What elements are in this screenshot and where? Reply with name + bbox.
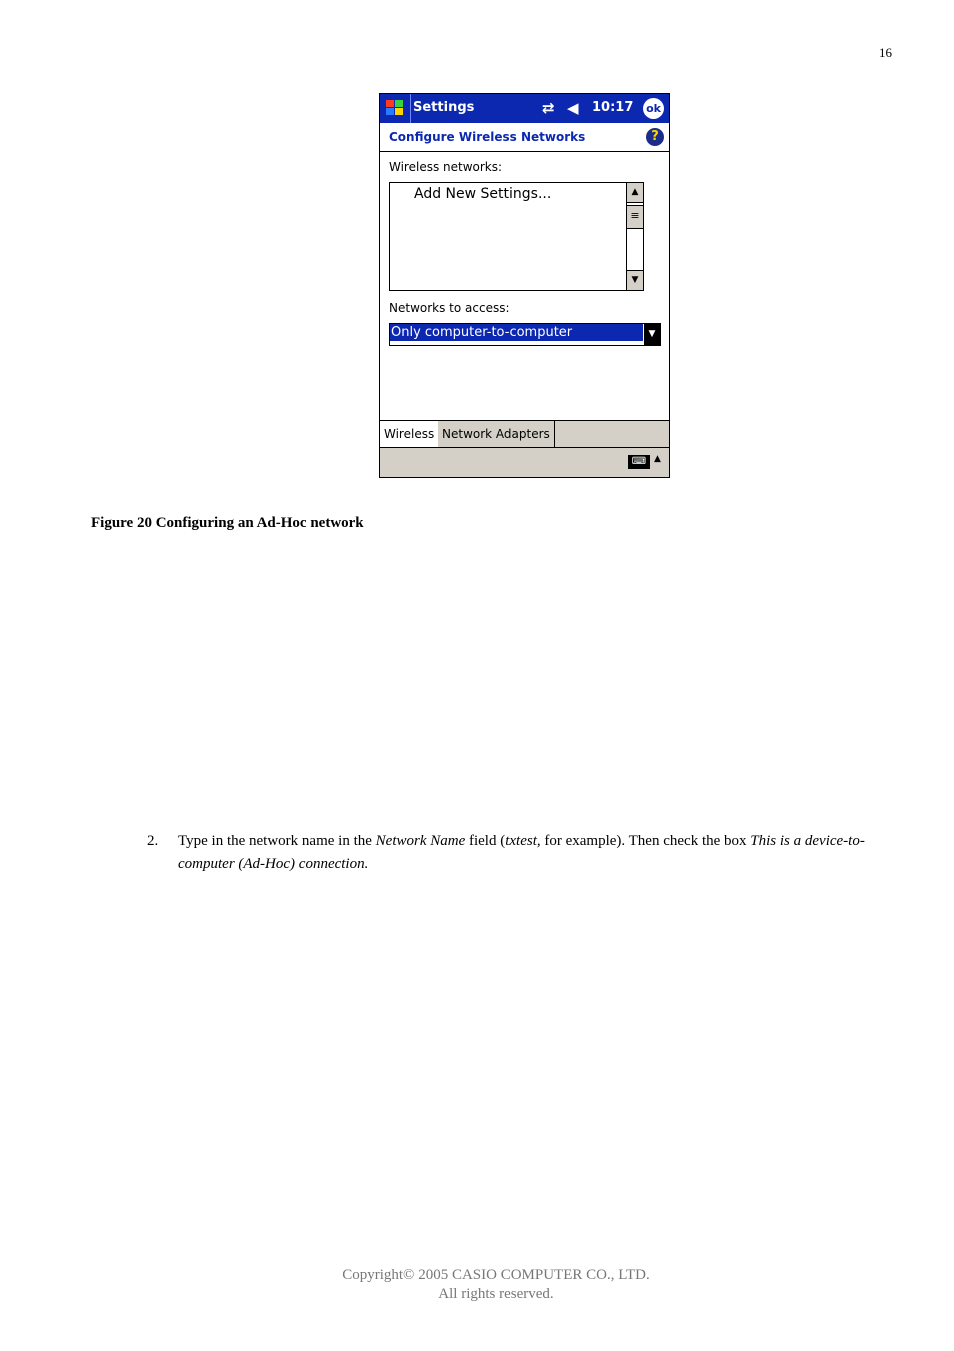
tab-bar <box>380 420 669 448</box>
volume-icon[interactable]: ◀ <box>567 99 579 117</box>
rights-line: All rights reserved. <box>438 1286 554 1302</box>
networks-to-access-label: Networks to access: <box>389 301 510 315</box>
page-number: 16 <box>879 45 892 60</box>
list-item[interactable]: Add New Settings... <box>414 186 552 202</box>
figure-caption: Figure 20 Configuring an Ad-Hoc network <box>91 515 364 531</box>
tab-network-adapters[interactable]: Network Adapters <box>438 421 555 447</box>
step-text-part: for example). Then check the box <box>540 833 751 849</box>
networks-to-access-select[interactable] <box>389 323 661 346</box>
copyright-line: Copyright© 2005 CASIO COMPUTER CO., LTD. <box>342 1267 650 1283</box>
step-number: 2. <box>147 833 159 849</box>
sip-up-arrow-icon[interactable]: ▲ <box>654 454 661 464</box>
pda-screenshot <box>379 93 670 478</box>
tab-wireless[interactable]: Wireless <box>380 421 440 447</box>
list-scrollbar[interactable] <box>626 183 643 290</box>
wireless-networks-list[interactable] <box>389 182 644 291</box>
clock[interactable]: 10:17 <box>592 100 634 115</box>
page-subtitle: Configure Wireless Networks <box>389 130 586 144</box>
networks-to-access-value[interactable]: Only computer-to-computer <box>390 324 643 341</box>
connectivity-icon[interactable]: ⇄ <box>542 99 555 117</box>
start-button[interactable] <box>380 94 411 123</box>
windows-start-icon <box>380 94 410 123</box>
window-title: Settings <box>413 100 475 115</box>
example-value: txtest, <box>505 833 541 849</box>
help-icon[interactable]: ? <box>646 128 664 146</box>
copyright-footer <box>296 1266 696 1304</box>
step-text-part: field ( <box>465 833 506 849</box>
keyboard-icon[interactable]: ⌨ <box>628 455 650 469</box>
field-name: Network Name <box>375 833 466 849</box>
page-subtitle-bar <box>380 123 669 152</box>
wireless-networks-label: Wireless networks: <box>389 160 503 174</box>
ok-button[interactable]: ok <box>643 98 664 119</box>
checkbox-name: This is a device-to-computer (Ad-Hoc) connection. <box>178 833 865 872</box>
scroll-up-arrow-icon[interactable]: ▲ <box>627 183 643 203</box>
menu-bar <box>380 447 669 478</box>
step-text <box>178 830 902 876</box>
scroll-down-arrow-icon[interactable]: ▼ <box>627 270 643 290</box>
title-bar <box>380 94 669 123</box>
chevron-down-icon[interactable]: ▼ <box>644 324 660 345</box>
scroll-thumb[interactable]: ≡ <box>627 205 643 229</box>
step-text-part: Type in the network name in the <box>178 833 376 849</box>
